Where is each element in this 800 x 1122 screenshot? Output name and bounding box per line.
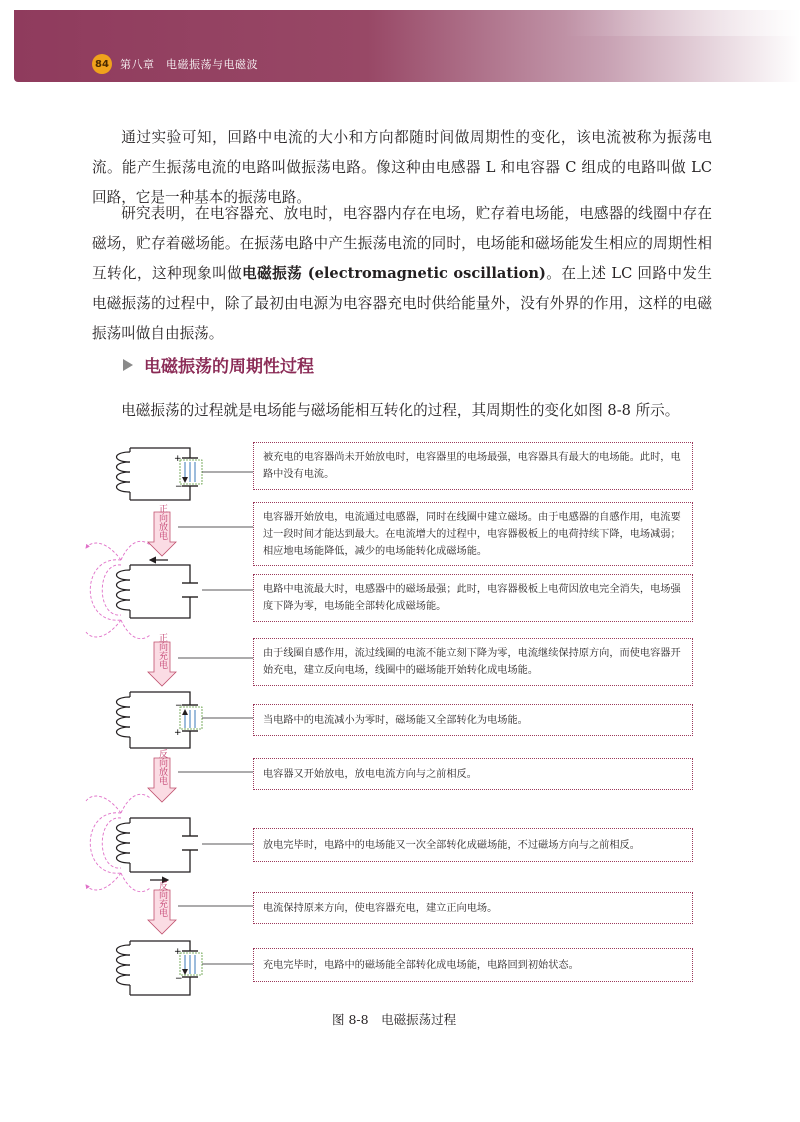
paragraph-1: 通过实验可知，回路中电流的大小和方向都随时间做周期性的变化，该电流被称为振荡电流。能产生振荡电流的电路叫做振荡电路。像这种由电感器 L 和电容器 C 组成的电路叫做 LC 回路，它是一种基本的振荡电路。 bbox=[92, 129, 712, 206]
svg-text:−: − bbox=[175, 482, 183, 492]
note-9: 充电完毕时，电路中的磁场能全部转化成电场能，电路回到初始状态。 bbox=[253, 948, 693, 982]
section-heading-text: 电磁振荡的周期性过程 bbox=[144, 357, 314, 377]
figure-caption: 图 8-8 电磁振荡过程 bbox=[332, 1012, 457, 1027]
circuit-reverse-max-current bbox=[86, 794, 198, 891]
term-electromagnetic-oscillation: 电磁振荡 (electromagnetic oscillation) bbox=[242, 265, 546, 282]
svg-text:+: + bbox=[174, 947, 182, 957]
stage-label-3: 反向放电 bbox=[157, 749, 167, 785]
svg-text:−: − bbox=[175, 701, 183, 711]
stage-label-1: 正向放电 bbox=[157, 504, 167, 540]
paragraph-2-text-a: 研究表明，在电容器充、放电时，电容器内存在电场，贮存着电场能，电感器的线圈中存在磁场，贮存着磁场能。在振荡电路中产生振荡电流的同时，电场能和磁场能发生相应的周期性相互转化，这种现象叫做 bbox=[92, 205, 712, 282]
paragraph-3: 电磁振荡的过程就是电场能与磁场能相互转化的过程，其周期性的变化如图 8-8 所示。 bbox=[121, 402, 680, 419]
note-3: 电路中电流最大时，电感器中的磁场最强；此时，电容器极板上电荷因放电完全消失，电场强度下降为零，电场能全部转化成磁场能。 bbox=[253, 574, 693, 622]
circuit-max-current bbox=[86, 541, 198, 638]
note-2: 电容器开始放电，电流通过电感器，同时在线圈中建立磁场。由于电感器的自感作用，电流要过一段时间才能达到最大。在电流增大的过程中，电容器极板上的电荷持续下降，电场减弱；相应地电场能降低，减少的电场能转化成磁场能。 bbox=[253, 502, 693, 566]
note-4: 由于线圈自感作用，流过线圈的电流不能立刻下降为零，电流继续保持原方向，而使电容器开始充电，建立反向电场，线圈中的磁场能开始转化成电场能。 bbox=[253, 638, 693, 686]
stage-label-2: 正向充电 bbox=[157, 633, 167, 669]
stage-label-4: 反向充电 bbox=[157, 881, 167, 917]
paragraph-2-text-b: 。在上述 LC 回路中发生电磁振荡的过程中，除了最初由电源为电容器充电时供给能量外，没有外界的作用，这样的电磁振荡叫做自由振荡。 bbox=[92, 265, 712, 342]
note-8: 电流保持原来方向，使电容器充电，建立正向电场。 bbox=[253, 892, 693, 924]
note-7: 放电完毕时，电路中的电场能又一次全部转化成磁场能，不过磁场方向与之前相反。 bbox=[253, 828, 693, 862]
note-6: 电容器又开始放电，放电电流方向与之前相反。 bbox=[253, 758, 693, 790]
circuit-initial bbox=[117, 448, 203, 500]
page-number: 84 bbox=[92, 54, 112, 74]
svg-text:−: − bbox=[175, 974, 183, 984]
circuit-reverse-charged bbox=[117, 692, 203, 748]
svg-text:+: + bbox=[174, 728, 182, 738]
svg-text:+: + bbox=[174, 454, 182, 464]
note-1: 被充电的电容器尚未开始放电时，电容器里的电场最强，电容器具有最大的电场能。此时，电路中没有电流。 bbox=[253, 442, 693, 490]
chapter-title: 第八章 电磁振荡与电磁波 bbox=[120, 58, 258, 71]
note-connectors bbox=[178, 472, 253, 964]
note-5: 当电路中的电流减小为零时，磁场能又全部转化为电场能。 bbox=[253, 704, 693, 736]
circuit-final bbox=[117, 941, 203, 995]
